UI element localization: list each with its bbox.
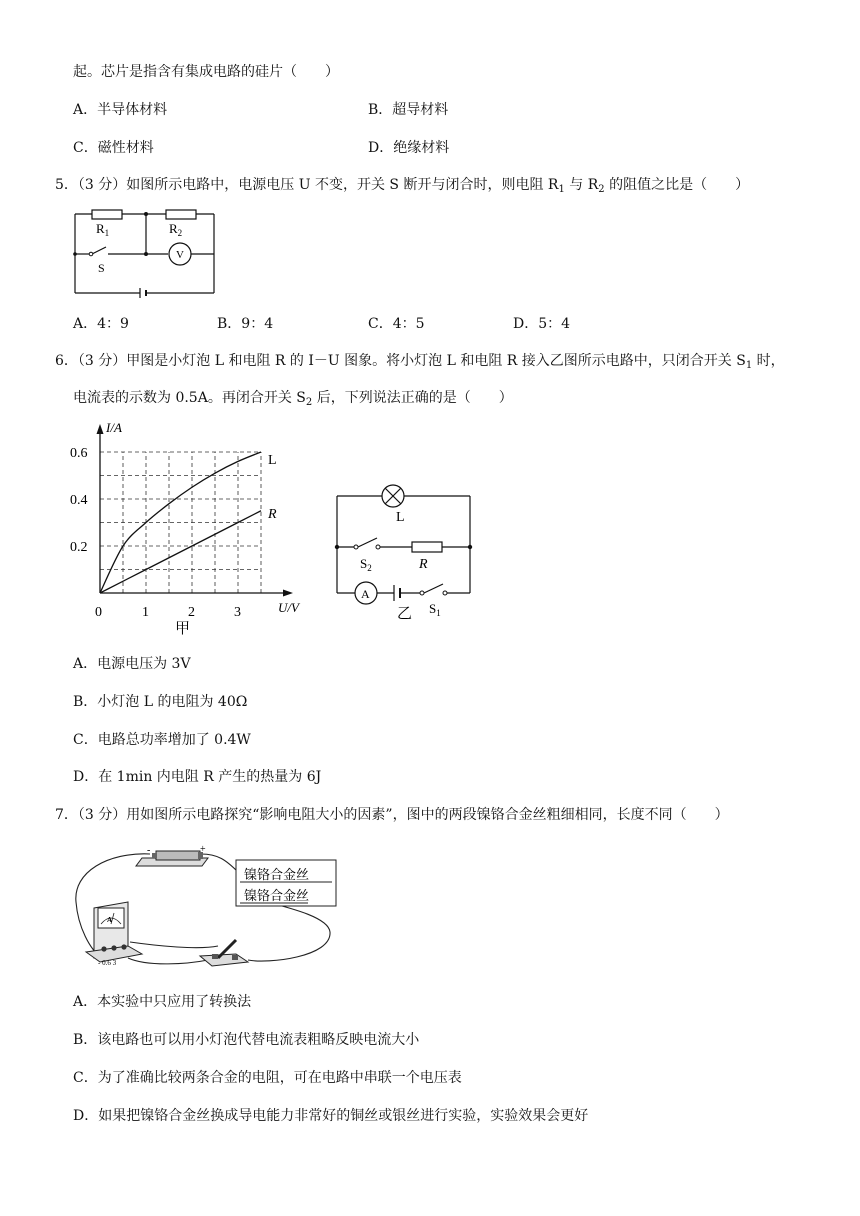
x-tick-label: 1 [142, 605, 149, 620]
q6-switch-s1 [424, 584, 443, 593]
x-tick-label: 2 [188, 605, 195, 620]
q6-circuit-figure [330, 478, 480, 623]
q6-option-b[interactable]: B．小灯泡 L 的电阻为 40Ω [73, 694, 248, 710]
x-tick-label: 3 [234, 605, 241, 620]
q7-option-d[interactable]: D．如果把镍铬合金丝换成导电能力非常好的铜丝或银丝进行实验，实验效果会更好 [73, 1108, 589, 1124]
q5-switch-s [92, 247, 106, 254]
q6-label-a: A [361, 587, 370, 601]
q6-stem-line1: 6．（3 分）甲图是小灯泡 L 和电阻 R 的 I－U 图象。将小灯泡 L 和电阻 R 接入乙图所示电路中，只闭合开关 $S_1$ 时， [55, 353, 785, 371]
q5-label-s: S [98, 261, 105, 275]
q5-stem: 5．（3 分）如图所示电路中，电源电压 U 不变，开关 S 断开与闭合时，则电阻 $R_1$ 与 $R_2$ 的阻值之比是（ ） [55, 177, 750, 195]
y-tick-label: 0.6 [70, 446, 88, 461]
q5-option-c[interactable]: C．4：5 [368, 316, 425, 332]
q6-label-s1: $S_1$ [429, 601, 441, 618]
q6-label-l: L [396, 510, 405, 525]
q6-option-a[interactable]: A．电源电压为 3V [73, 656, 191, 672]
q5-resistor-r2 [166, 210, 196, 219]
q5-circuit-figure [68, 202, 228, 302]
q6-iu-graph [62, 418, 322, 640]
graph-label-l: L [268, 453, 277, 468]
svg-text:-: - [147, 845, 151, 856]
q7-wire-label-1: 镍铬合金丝 [244, 867, 310, 882]
svg-text:+: + [200, 844, 206, 855]
q4-option-a[interactable]: A．半导体材料 [73, 102, 168, 118]
q7-experiment-figure [68, 842, 343, 970]
q6-label-r: R [419, 557, 428, 572]
graph-ylabel: I/A [106, 420, 122, 435]
q5-option-d[interactable]: D．5：4 [513, 316, 571, 332]
q4-option-d[interactable]: D．绝缘材料 [368, 140, 450, 156]
q7-stem: 7．（3 分）用如图所示电路探究“影响电阻大小的因素”，图中的两段镍铬合金丝粗细相同，长度不同（ ） [55, 807, 729, 823]
y-tick-label: 0.2 [70, 540, 88, 555]
graph-caption: 甲 [175, 621, 191, 637]
q6-switch-s2 [358, 538, 377, 547]
q6-caption: 乙 [397, 606, 413, 622]
curve-r [100, 511, 261, 593]
q7-option-c[interactable]: C．为了准确比较两条合金的电阻，可在电路中串联一个电压表 [73, 1070, 462, 1086]
q7-option-a[interactable]: A．本实验中只应用了转换法 [73, 994, 252, 1010]
graph-label-r: R [268, 507, 277, 522]
q6-resistor-r [412, 542, 442, 552]
q4-stem: 起。芯片是指含有集成电路的硅片（ ） [73, 64, 339, 80]
q6-label-s2: $S_2$ [360, 556, 372, 573]
graph-xlabel: U/V [278, 600, 299, 615]
q7-ammeter [86, 902, 142, 967]
q4-option-c[interactable]: C．磁性材料 [73, 140, 154, 156]
q4-option-b[interactable]: B．超导材料 [368, 102, 449, 118]
q6-option-c[interactable]: C．电路总功率增加了 0.4W [73, 732, 251, 748]
q5-option-b[interactable]: B．9：4 [217, 316, 274, 332]
q5-option-a[interactable]: A．4：9 [73, 316, 129, 332]
q5-resistor-r1 [92, 210, 122, 219]
q7-wire-label-2: 镍铬合金丝 [244, 888, 310, 903]
q5-label-v: V [176, 249, 184, 261]
q7-switch [200, 940, 248, 966]
q7-battery [136, 844, 208, 866]
q6-option-d[interactable]: D．在 1min 内电阻 R 产生的热量为 6J [73, 769, 322, 785]
q5-label-r1: $R_1$ [96, 221, 110, 238]
q6-stem-line2: 电流表的示数为 0.5A。再闭合开关 $S_2$ 后，下列说法正确的是（ ） [73, 390, 513, 408]
svg-text:- 0.6 3: - 0.6 3 [98, 959, 117, 967]
y-tick-label: 0.4 [70, 493, 88, 508]
q5-label-r2: $R_2$ [169, 221, 183, 238]
y-tick-label: 0 [95, 605, 102, 620]
q7-option-b[interactable]: B．该电路也可以用小灯泡代替电流表粗略反映电流大小 [73, 1032, 420, 1048]
svg-text:A: A [107, 916, 113, 924]
